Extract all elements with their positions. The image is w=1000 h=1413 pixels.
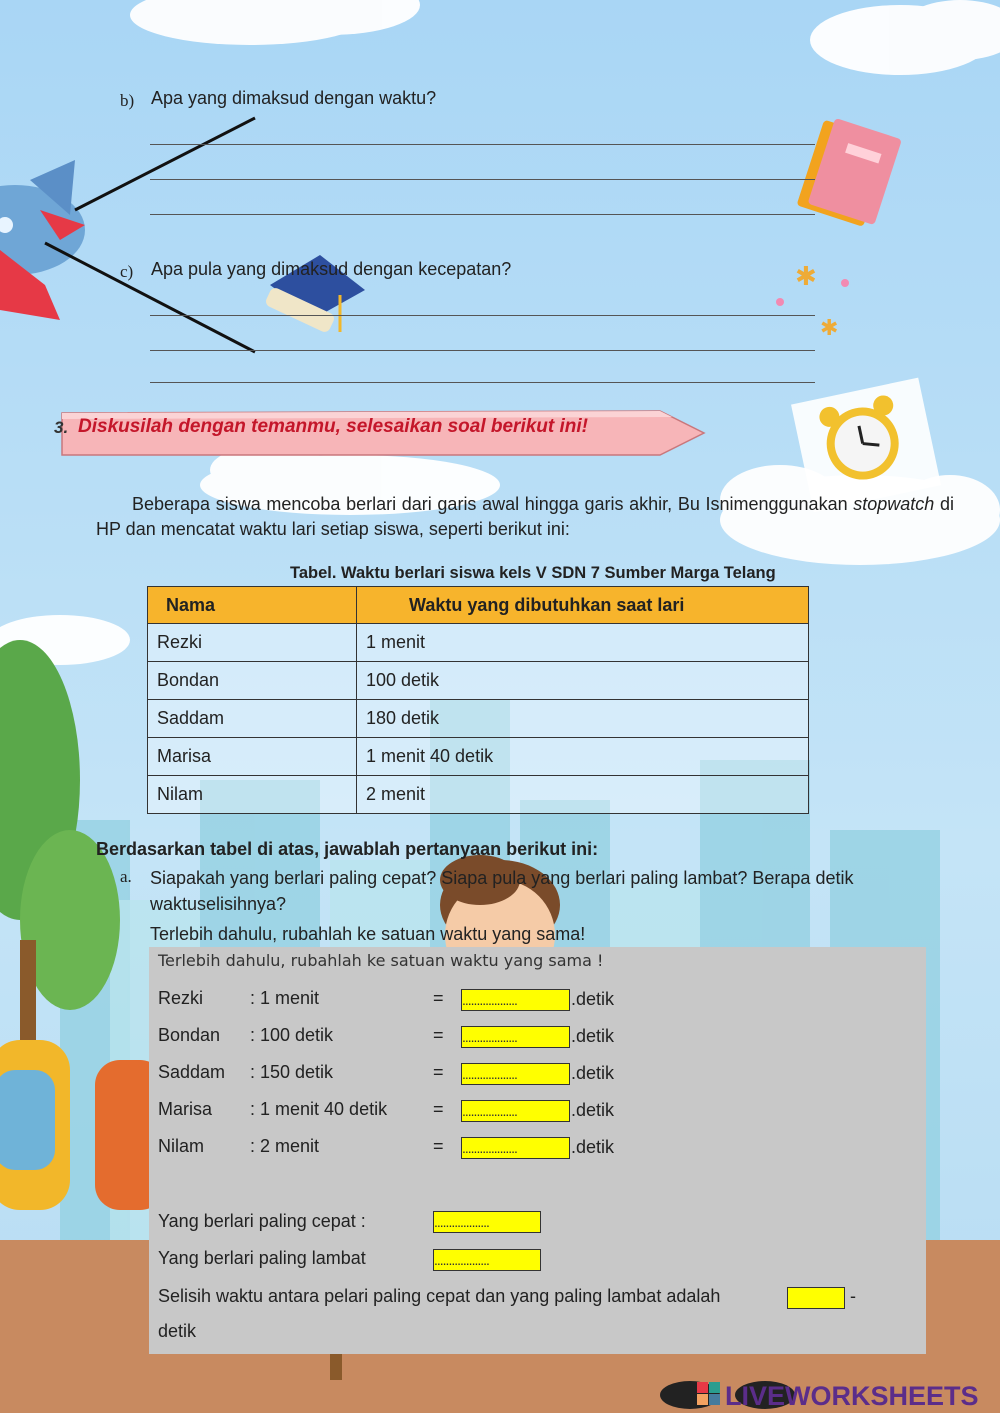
answer-line[interactable] xyxy=(150,350,815,351)
equals-sign: = xyxy=(433,1062,444,1082)
table-row xyxy=(148,700,809,738)
answer-box-nilam[interactable]: ................... xyxy=(461,1137,570,1159)
svg-text:✱: ✱ xyxy=(795,261,817,291)
table-row xyxy=(148,662,809,700)
question-a-text: Siapakah yang berlari paling cepat? Siapa pula yang berlari paling lambat? Berapa detik waktuselisihnya? xyxy=(150,868,854,914)
liveworksheets-logo xyxy=(697,1378,997,1410)
answer-line[interactable] xyxy=(150,179,815,180)
cell-time: 100 detik xyxy=(357,662,809,700)
conversion-name: Marisa xyxy=(158,1099,213,1119)
table-row xyxy=(148,624,809,662)
question-b-text: Apa yang dimaksud dengan waktu? xyxy=(151,88,437,108)
equals-sign: = xyxy=(433,1025,444,1045)
unit-label: .detik xyxy=(571,1137,615,1157)
question-b-label: b) xyxy=(120,91,135,110)
cell-name: Marisa xyxy=(148,738,357,776)
equals-sign: = xyxy=(433,988,444,1008)
question-a xyxy=(150,865,940,947)
conversion-name: Saddam xyxy=(158,1062,226,1082)
cell-name: Nilam xyxy=(148,776,357,814)
intro-italic: stopwatch xyxy=(853,494,935,514)
table-row xyxy=(148,776,809,814)
slowest-label: Yang berlari paling lambat xyxy=(158,1248,366,1268)
table-caption: Tabel. Waktu berlari siswa kels V SDN 7 Sumber Marga Telang xyxy=(290,564,776,582)
intro-part1: Beberapa siswa mencoba berlari dari garis awal hingga garis akhir, Bu Isnimenggunakan xyxy=(132,494,848,514)
answer-line[interactable] xyxy=(150,315,815,316)
conversion-name: Nilam xyxy=(158,1136,205,1156)
answer-line[interactable] xyxy=(150,214,815,215)
unit-label: .detik xyxy=(571,1026,615,1046)
header-time: Waktu yang dibutuhkan saat lari xyxy=(357,587,809,624)
cell-name: Saddam xyxy=(148,700,357,738)
conversion-value: : 1 menit 40 detik xyxy=(250,1099,388,1119)
conversion-value: : 100 detik xyxy=(250,1025,334,1045)
conversion-value: : 2 menit xyxy=(250,1136,320,1156)
banner-number: 3. xyxy=(54,418,69,437)
answer-box-fastest[interactable]: ................... xyxy=(433,1211,541,1233)
intro-part2: di HP dan mencatat waktu lari setiap siswa, seperti berikut ini: xyxy=(96,494,954,539)
unit-label: .detik xyxy=(571,1100,615,1120)
section-heading: Berdasarkan tabel di atas, jawablah pertanyaan berikut ini: xyxy=(96,839,599,859)
question-c-label: c) xyxy=(120,262,134,281)
svg-text:✱: ✱ xyxy=(820,315,839,340)
conversion-value: : 150 detik xyxy=(250,1062,334,1082)
conversion-value: : 1 menit xyxy=(250,988,320,1008)
cell-name: Rezki xyxy=(148,624,357,662)
cell-time: 2 menit xyxy=(357,776,809,814)
difference-unit: detik xyxy=(158,1321,197,1341)
answer-line[interactable] xyxy=(150,382,815,383)
answer-box-bondan[interactable]: ................... xyxy=(461,1026,570,1048)
time-table xyxy=(147,586,809,814)
table-row xyxy=(148,738,809,776)
cell-time: 1 menit xyxy=(357,624,809,662)
banner-title: Diskusilah dengan temanmu, selesaikan soal berikut ini! xyxy=(78,416,588,437)
cell-name: Bondan xyxy=(148,662,357,700)
answer-box-rezki[interactable]: ................... xyxy=(461,989,570,1011)
answer-box-slowest[interactable]: ................... xyxy=(433,1249,541,1271)
intro-paragraph xyxy=(96,492,954,542)
fastest-label: Yang berlari paling cepat : xyxy=(158,1211,366,1231)
cell-time: 180 detik xyxy=(357,700,809,738)
answer-box-marisa[interactable]: ................... xyxy=(461,1100,570,1122)
unit-label: .detik xyxy=(571,1063,615,1083)
question-a-instruction: Terlebih dahulu, rubahlah ke satuan waktu yang sama! xyxy=(150,924,586,944)
header-name: Nama xyxy=(148,587,357,624)
question-a-label: a. xyxy=(120,867,132,886)
unit-label: .detik xyxy=(571,989,615,1009)
answer-box-saddam[interactable]: ................... xyxy=(461,1063,570,1085)
difference-label: Selisih waktu antara pelari paling cepat dan yang paling lambat adalah xyxy=(158,1286,721,1306)
equals-sign: = xyxy=(433,1099,444,1119)
answer-box-difference[interactable] xyxy=(787,1287,845,1309)
difference-dash: - xyxy=(850,1286,856,1306)
conversion-name: Bondan xyxy=(158,1025,221,1045)
equals-sign: = xyxy=(433,1136,444,1156)
cell-time: 1 menit 40 detik xyxy=(357,738,809,776)
question-c-text: Apa pula yang dimaksud dengan kecepatan? xyxy=(151,259,512,279)
conversion-name: Rezki xyxy=(158,988,204,1008)
brand-name: LIVEWORKSHEETS xyxy=(725,1381,979,1410)
panel-title: Terlebih dahulu, rubahlah ke satuan waktu yang sama ! xyxy=(158,951,604,970)
answer-line[interactable] xyxy=(150,144,815,145)
